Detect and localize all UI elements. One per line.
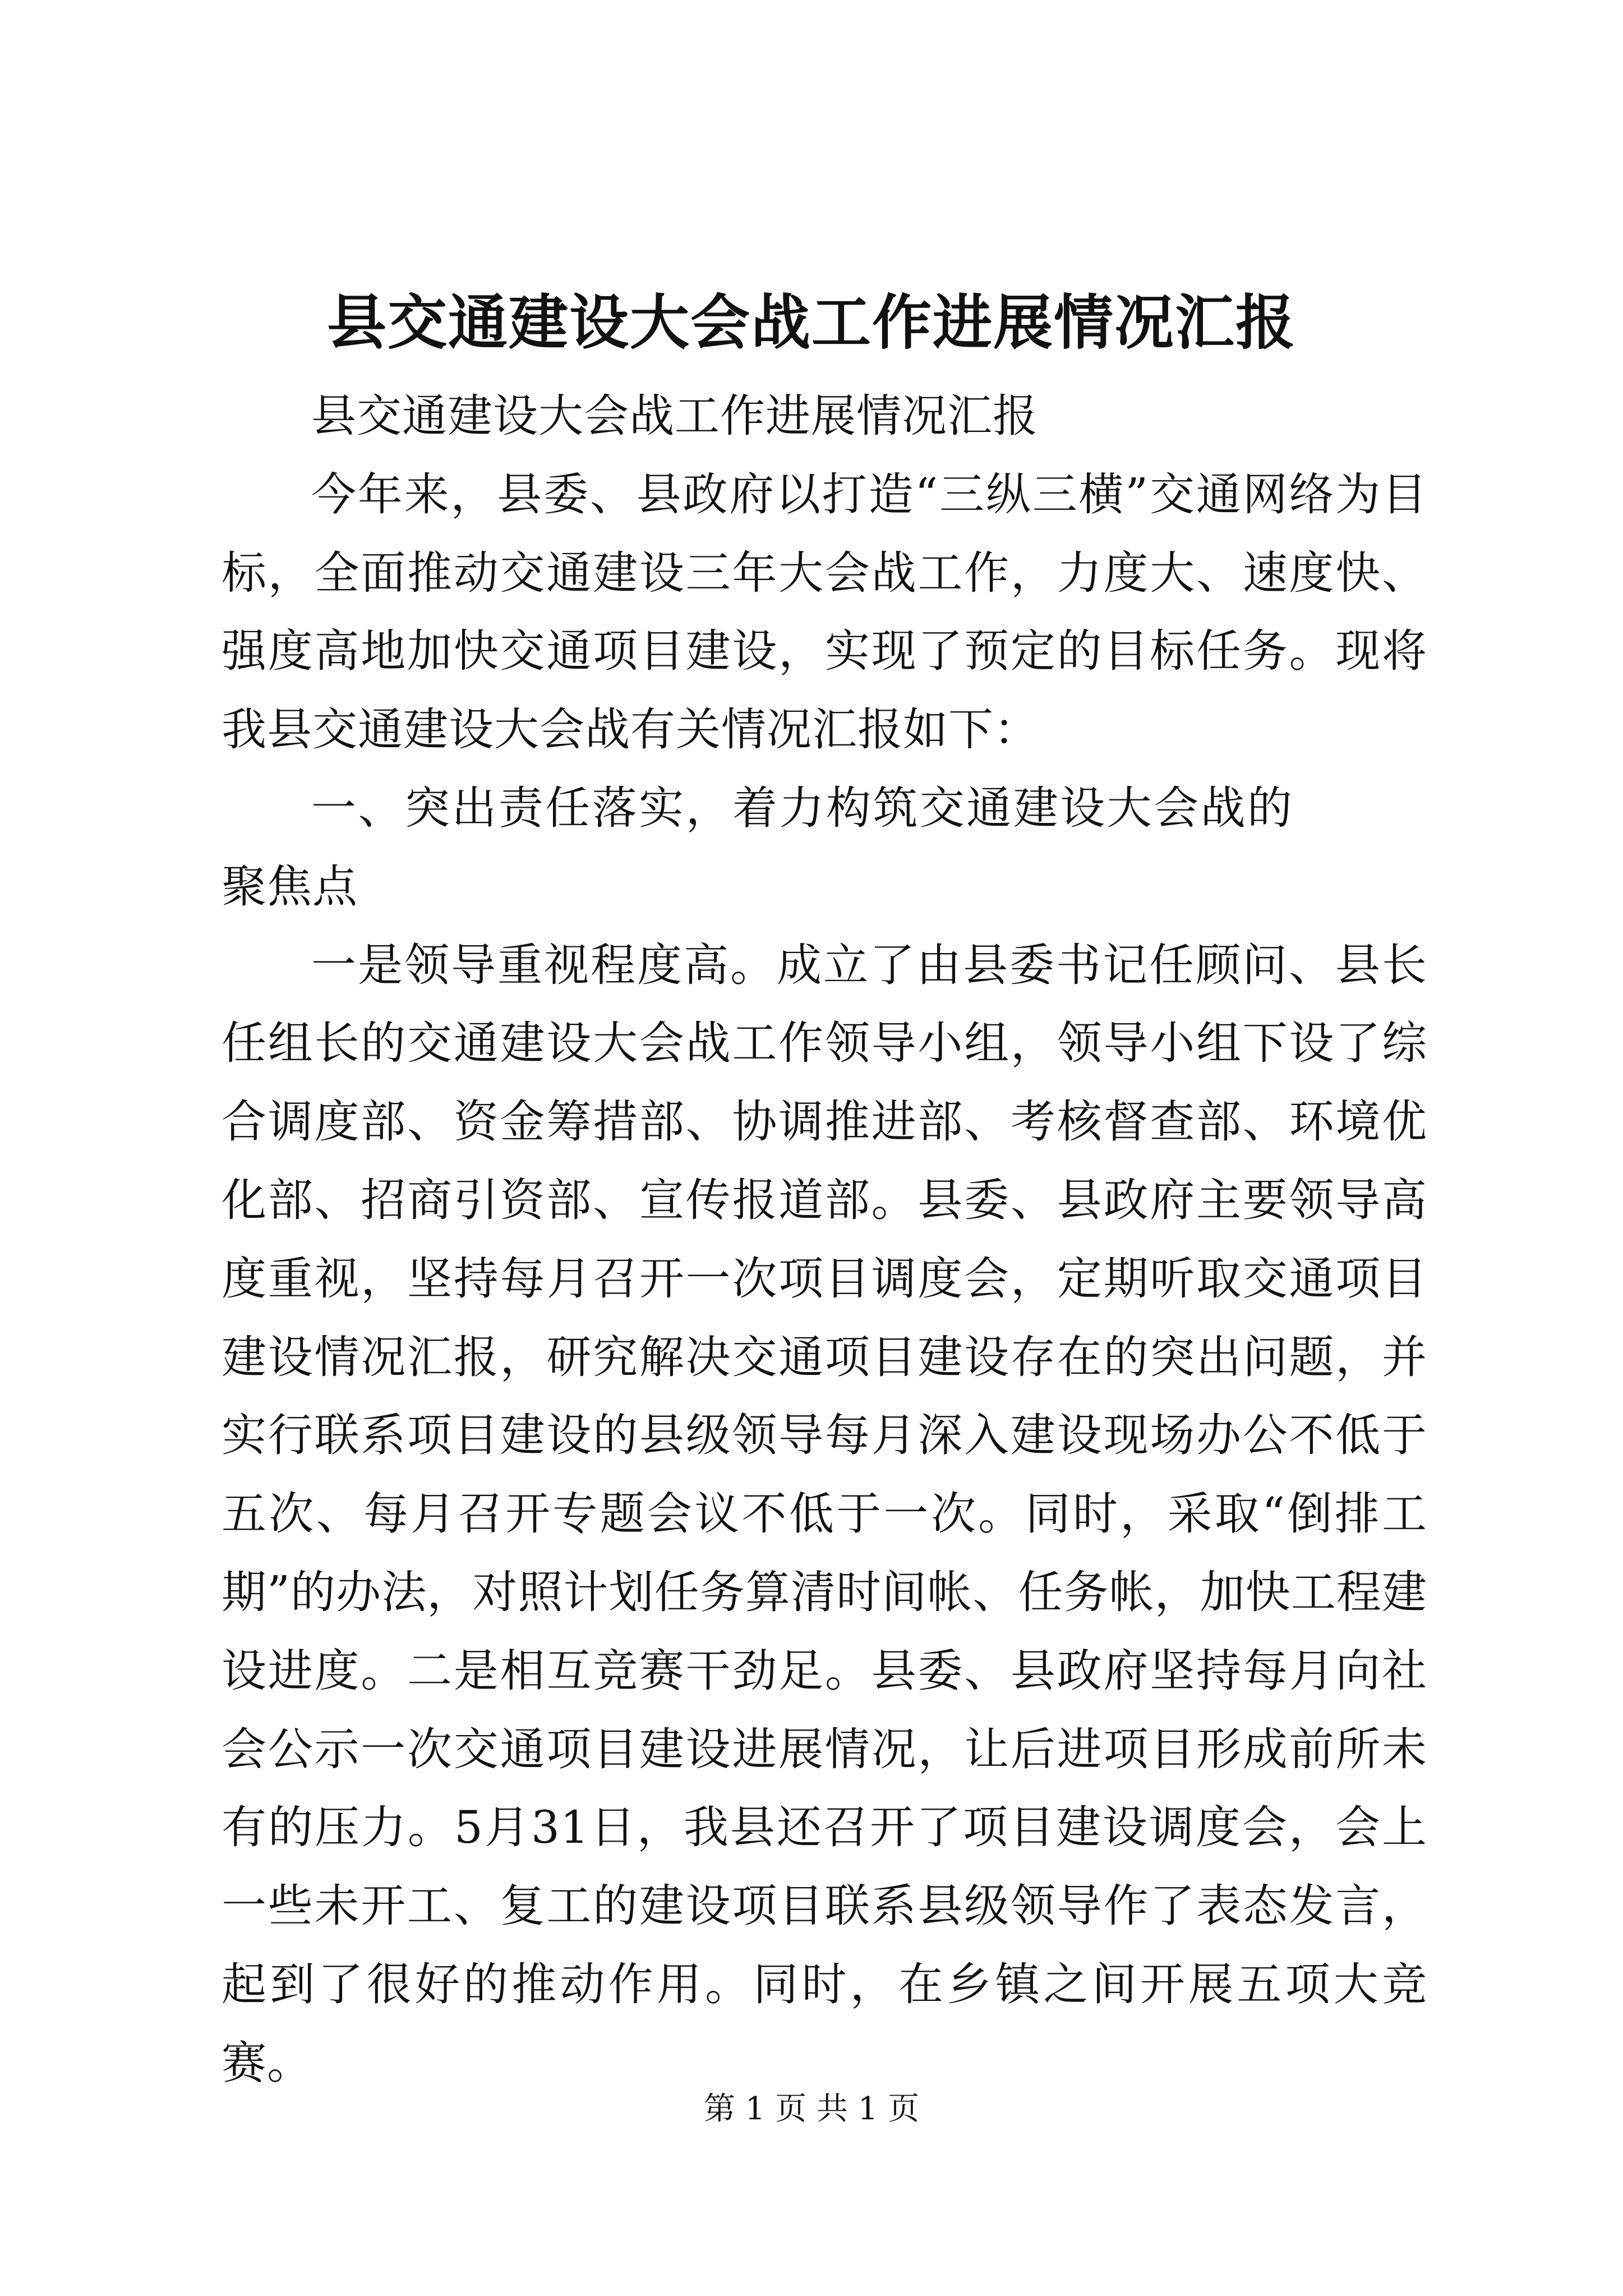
section-heading: 一、突出责任落实，着力构筑交通建设大会战的聚焦点 xyxy=(222,781,1293,913)
document-body xyxy=(222,377,1427,2102)
subtitle-paragraph: 县交通建设大会战工作进展情况汇报 xyxy=(311,390,1038,442)
document-title: 县交通建设大会战工作进展情况汇报 xyxy=(327,287,1296,357)
body-paragraph: 一是领导重视程度高。成立了由县委书记任顾问、县长任组长的交通建设大会战工作领导小组，领导小组下设了综合调度部、资金筹措部、协调推进部、考核督查部、环境优化部、招商引资部、宣传报道部。县委、县政府主要领导高度重视，坚持每月召开一次项目调度会，定期听取交通项目建设情况汇报，研究解决交通项目建设存在的突出问题，并实行联系项目建设的县级领导每月深入建设现场办公不低于五次、每月召开专题会议不低于一次。同时，采取“倒排工期”的办法，对照计划任务算清时间帐、任务帐，加快工程建设进度。二是相互竞赛干劲足。县委、县政府坚持每月向社会公示一次交通项目建设进展情况，让后进项目形成前所未有的压力。5月31日，我县还召开了项目建设调度会，会上一些未开工、复工的建设项目联系县级领导作了表态发言，起到了很好的推动作用。同时，在乡镇之间开展五项大竞赛。 xyxy=(222,938,1427,2089)
intro-paragraph: 今年来，县委、县政府以打造“三纵三横”交通网络为目标，全面推动交通建设三年大会战工作，力度大、速度快、强度高地加快交通项目建设，实现了预定的目标任务。现将我县交通建设大会战有关情况汇报如下： xyxy=(222,468,1427,756)
page-footer: 第 1 页 共 1 页 xyxy=(703,2091,920,2127)
